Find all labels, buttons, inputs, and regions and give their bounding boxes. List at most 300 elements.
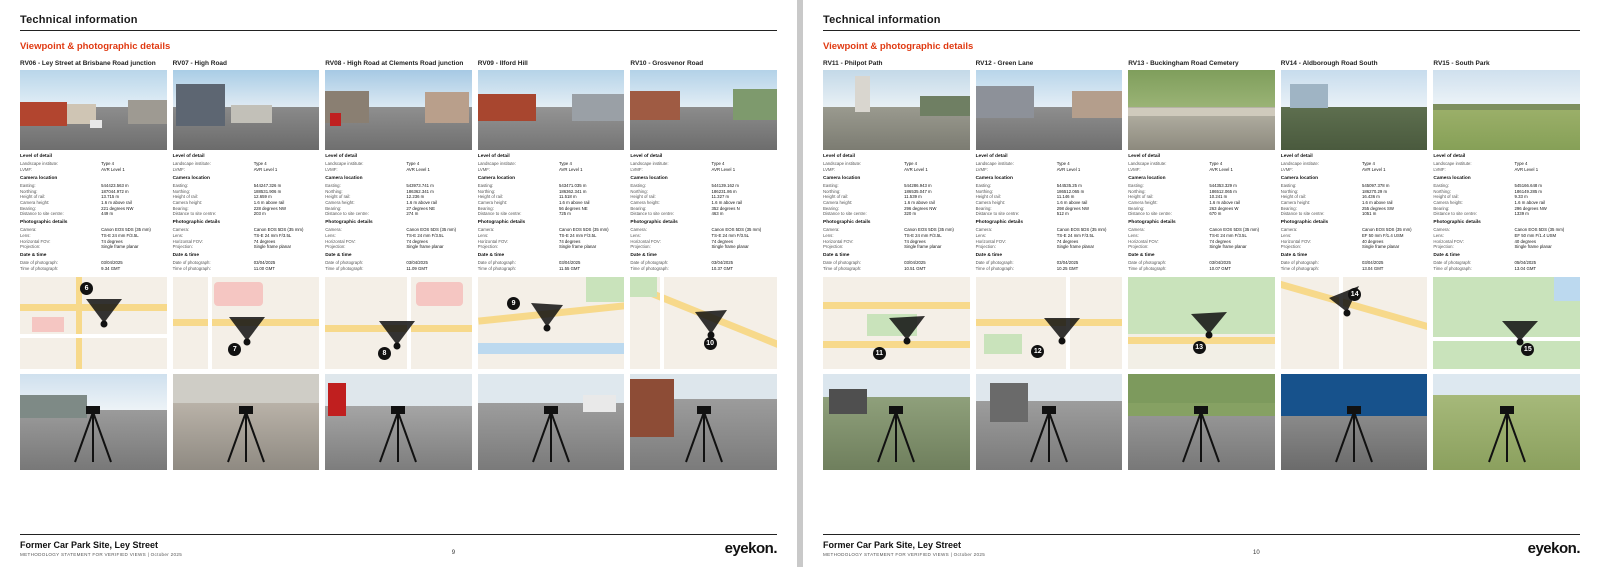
spec-value: TS-E 24 mm F/3.5L — [558, 233, 597, 239]
spec-value: Canon EOS 5DS (35 mm) — [1209, 227, 1260, 233]
spec-value: 188531.906 m — [253, 188, 282, 194]
spec-value: 74 degrees — [253, 238, 276, 244]
spec-label: Lens: — [1280, 233, 1292, 239]
spec-label: Projection: — [975, 244, 996, 250]
spec-heading: Level of detail — [477, 154, 510, 159]
spec-heading: Camera location — [477, 175, 516, 181]
spec-label: Date of photograph: — [20, 260, 58, 266]
spec-value: TS-E 24 mm F/3.5L — [1056, 233, 1095, 239]
spec-label: Bearing: — [1128, 205, 1145, 211]
footer-project-title: Former Car Park Site, Ley Street — [823, 540, 962, 550]
spec-value: Type 4 — [1514, 161, 1528, 167]
spec-label: Distance to site centre: — [477, 211, 522, 217]
spec-value: Canon EOS 5DS (35 mm) — [1361, 227, 1412, 233]
location-map — [173, 277, 320, 369]
spec-value: Type 4 — [406, 161, 420, 167]
spec-heading: Camera location — [172, 175, 210, 181]
site-photo — [823, 374, 970, 470]
spec-heading: Photographic details — [975, 220, 1024, 226]
spec-label: Time of photograph: — [823, 266, 862, 272]
spec-value: 544286.943 m — [904, 183, 932, 188]
spec-label: LVMF: — [823, 167, 836, 172]
spec-value: 13.04 GMT — [1514, 266, 1537, 272]
tripod-icon — [1175, 406, 1227, 464]
viewpoint-specs — [173, 154, 320, 272]
viewpoint-column-rv15 — [1433, 60, 1580, 526]
spec-label: Bearing: — [975, 205, 992, 211]
spec-label: Easting: — [477, 183, 494, 188]
spec-value: 03/04/2025 — [1209, 260, 1231, 266]
spec-value: Type 4 — [1361, 161, 1375, 167]
viewpoint-badge: 6 — [80, 282, 93, 295]
spec-value: 186512.065 m — [1209, 188, 1237, 194]
spec-label: Landscape institute: — [477, 161, 517, 167]
viewpoint-columns — [20, 60, 777, 526]
spec-label: Camera height: — [823, 200, 853, 206]
spec-value: 1.6 m above rail — [711, 200, 743, 206]
spec-value: 11.00 GMT — [253, 266, 275, 272]
spec-label: LVMF: — [975, 167, 988, 172]
viewpoint-photo — [630, 70, 777, 150]
spec-heading: Camera location — [1128, 175, 1166, 181]
spec-value: 10.241 m — [1209, 194, 1228, 200]
spec-label: Bearing: — [172, 205, 189, 211]
spec-label: Date of photograph: — [823, 260, 861, 266]
viewpoint-specs — [325, 154, 472, 272]
spec-label: Landscape institute: — [325, 161, 364, 167]
spec-label: Camera: — [823, 227, 840, 233]
spec-value: Canon EOS 5DS (35 mm) — [1056, 227, 1107, 233]
viewpoint-specs — [630, 154, 777, 272]
viewpoint-badge: 9 — [507, 297, 520, 310]
spec-value: 296 degrees NW — [1514, 205, 1547, 211]
spec-value: 544423.563 m — [101, 183, 129, 188]
spec-value: 74 degrees — [711, 238, 734, 244]
viewpoint-badge: 15 — [1521, 343, 1534, 356]
spec-value: 1051 m — [1361, 211, 1377, 217]
spec-value: 03/04/2025 — [1361, 260, 1384, 266]
spec-value: 298 degrees NW — [1056, 205, 1089, 211]
spec-label: Easting: — [823, 183, 839, 188]
spec-label: Northing: — [325, 188, 343, 194]
spec-value: Canon EOS 5DS (35 mm) — [904, 227, 954, 233]
spec-label: Lens: — [172, 233, 184, 239]
spec-label: Horizontal FOV: — [325, 238, 356, 244]
viewpoint-photo — [325, 70, 472, 150]
spec-label: Projection: — [172, 244, 193, 250]
spec-value: 1.6 m above rail — [1361, 200, 1393, 206]
spec-value: AVR Level 1 — [711, 167, 736, 172]
page-9 — [0, 0, 797, 567]
spec-heading: Date & time — [1280, 253, 1308, 259]
spec-label: Distance to site centre: — [1128, 211, 1172, 217]
spec-label: Lens: — [1128, 233, 1139, 239]
spec-label: Date of photograph: — [325, 260, 364, 266]
spec-value: 10.51 GMT — [904, 266, 926, 272]
spec-label: Camera: — [172, 227, 190, 233]
spec-label: Date of photograph: — [477, 260, 516, 266]
spec-label: LVMF: — [325, 167, 338, 172]
spec-value: 1.6 m above rail — [1209, 200, 1240, 206]
viewpoint-photo — [173, 70, 320, 150]
spec-value: 221 degrees NW — [101, 205, 134, 211]
spec-value: Single frame planar — [711, 244, 749, 250]
spec-label: Camera: — [477, 227, 495, 233]
spec-heading: Level of detail — [630, 154, 663, 159]
spec-label: Date of photograph: — [1433, 260, 1472, 266]
spec-value: AVR Level 1 — [1361, 167, 1386, 172]
spec-label: Northing: — [823, 188, 841, 194]
spec-value: Canon EOS 5DS (35 mm) — [406, 227, 457, 233]
spec-value: 9.34 GMT — [101, 266, 121, 272]
spec-heading: Photographic details — [477, 220, 526, 226]
spec-heading: Level of detail — [1128, 154, 1161, 159]
spec-label: Height of rail: — [20, 194, 46, 200]
spec-value: 40 degrees — [1361, 238, 1384, 244]
spec-value: Type 4 — [1056, 161, 1070, 167]
spec-value: 10.37 GMT — [711, 266, 734, 272]
spec-label: Lens: — [1433, 233, 1444, 239]
spec-value: 9.33 m — [1514, 194, 1528, 200]
spec-value: Single frame planar — [1514, 244, 1552, 250]
viewpoint-column-rv12 — [976, 60, 1123, 526]
spec-label: Time of photograph: — [325, 266, 364, 272]
spec-label: Lens: — [630, 233, 641, 239]
spec-label: Camera: — [1128, 227, 1145, 233]
spec-value: 544353.329 m — [1209, 183, 1237, 188]
spec-value: 13.04 GMT — [1361, 266, 1384, 272]
spec-label: Northing: — [1433, 188, 1451, 194]
spec-heading: Camera location — [1280, 175, 1319, 181]
spec-value: Single frame planar — [558, 244, 597, 250]
site-photo — [976, 374, 1123, 470]
spec-value: 543973.741 m — [406, 183, 434, 188]
viewpoint-photo — [478, 70, 625, 150]
view-cone-icon — [1040, 314, 1084, 358]
spec-value: TS-E 24 mm F/3.5L — [711, 233, 750, 239]
spec-heading: Photographic details — [1128, 220, 1176, 226]
spec-value: 12.659 m — [253, 194, 272, 200]
spec-label: Easting: — [325, 183, 341, 188]
spec-label: Easting: — [172, 183, 189, 188]
spec-label: Horizontal FOV: — [630, 238, 661, 244]
spec-value: 11.55 GMT — [558, 266, 581, 272]
spec-label: Height of rail: — [823, 194, 849, 200]
spec-label: Landscape institute: — [20, 161, 59, 167]
spec-label: Northing: — [172, 188, 191, 194]
spec-heading: Camera location — [975, 175, 1013, 181]
spec-label: Easting: — [975, 183, 992, 188]
spec-label: Landscape institute: — [975, 161, 1014, 167]
viewpoint-badge: 7 — [228, 343, 241, 356]
spec-heading: Photographic details — [630, 220, 678, 226]
spec-heading: Camera location — [823, 175, 861, 181]
spec-value: 186512.065 m — [1056, 188, 1085, 194]
spec-label: Landscape institute: — [1433, 161, 1472, 167]
spec-label: Camera height: — [630, 200, 660, 206]
spec-value: 1.6 m above rail — [1056, 200, 1088, 206]
spec-label: Projection: — [823, 244, 844, 250]
page-header-title: Technical information — [823, 14, 941, 26]
viewpoint-photo — [1128, 70, 1275, 150]
spec-value: 1.6 m above rail — [406, 200, 437, 206]
page-footer — [20, 534, 777, 557]
view-cone-icon — [525, 301, 569, 345]
spec-label: Camera: — [1433, 227, 1450, 233]
spec-label: Camera height: — [975, 200, 1005, 206]
spec-value: 203 m — [253, 211, 266, 217]
spec-label: Projection: — [325, 244, 346, 250]
spec-value: AVR Level 1 — [904, 167, 928, 172]
footer-subtitle: METHODOLOGY STATEMENT FOR VERIFIED VIEWS | October 2025 — [823, 552, 986, 557]
spec-value: EF 50 mm F/1.4 USM — [1361, 233, 1404, 239]
spec-value: Single frame planar — [101, 244, 139, 250]
spec-value: Single frame planar — [406, 244, 444, 250]
spec-label: Bearing: — [630, 205, 647, 211]
tripod-icon — [67, 406, 119, 464]
spec-value: AVR Level 1 — [253, 167, 278, 172]
tripod-icon — [220, 406, 272, 464]
spec-value: AVR Level 1 — [558, 167, 583, 172]
spec-label: Northing: — [630, 188, 648, 194]
spec-value: 13.715 m — [101, 194, 120, 200]
spec-value: 263 degrees W — [1209, 205, 1239, 211]
spec-value: Canon EOS 5DS (35 mm) — [1514, 227, 1565, 233]
spec-label: Northing: — [975, 188, 994, 194]
spec-value: 03/04/2025 — [253, 260, 276, 266]
footer-project-title: Former Car Park Site, Ley Street — [20, 540, 159, 550]
spec-label: Camera: — [20, 227, 37, 233]
spec-label: Height of rail: — [630, 194, 656, 200]
spec-heading: Level of detail — [172, 154, 205, 159]
spec-label: Distance to site centre: — [1280, 211, 1325, 217]
spec-value: 11.146 m — [1056, 194, 1075, 200]
spec-label: Bearing: — [823, 205, 840, 211]
viewpoint-specs — [1281, 154, 1428, 272]
spec-label: Time of photograph: — [1280, 266, 1320, 272]
spec-label: Lens: — [823, 233, 834, 239]
spec-value: 03/04/2025 — [1056, 260, 1079, 266]
spec-value: 03/04/2025 — [558, 260, 581, 266]
viewpoint-title: RV13 - Buckingham Road Cemetery — [1128, 60, 1239, 67]
spec-value: 186149.285 m — [1514, 188, 1543, 194]
spec-label: Horizontal FOV: — [1433, 238, 1464, 244]
viewpoint-title: RV12 - Green Lane — [975, 60, 1034, 67]
spec-heading: Level of detail — [1280, 154, 1313, 159]
viewpoint-specs — [1128, 154, 1275, 272]
spec-value: 03/04/2025 — [406, 260, 428, 266]
spec-value: Type 4 — [253, 161, 267, 167]
spec-label: LVMF: — [477, 167, 491, 172]
spec-value: 187044.972 m — [101, 188, 129, 194]
spec-heading: Photographic details — [172, 220, 221, 226]
spec-value: 544139.162 m — [711, 183, 740, 188]
spec-label: Camera height: — [477, 200, 508, 206]
spec-label: Date of photograph: — [1128, 260, 1167, 266]
spec-label: Lens: — [975, 233, 987, 239]
spec-value: 27 degrees NE — [406, 205, 436, 211]
spec-value: 10.25 GMT — [1056, 266, 1079, 272]
spec-value: 544247.326 m — [253, 183, 282, 188]
site-photo — [173, 374, 320, 470]
viewpoint-column-rv10 — [630, 60, 777, 526]
spec-value: AVR Level 1 — [406, 167, 430, 172]
spec-label: Northing: — [1128, 188, 1146, 194]
viewpoint-photo — [1281, 70, 1428, 150]
spec-label: Date of photograph: — [172, 260, 211, 266]
spec-heading: Photographic details — [20, 220, 68, 226]
spec-value: Type 4 — [558, 161, 572, 167]
spec-value: 40 degrees — [1514, 238, 1537, 244]
spec-label: Horizontal FOV: — [20, 238, 51, 244]
spec-heading: Level of detail — [975, 154, 1008, 159]
viewpoint-column-rv06 — [20, 60, 167, 526]
spec-value: 186535.047 m — [904, 188, 932, 194]
spec-value: 1.6 m above rail — [558, 200, 590, 206]
spec-label: LVMF: — [20, 167, 33, 172]
spec-label: Landscape institute: — [823, 161, 862, 167]
viewpoint-badge: 13 — [1193, 341, 1206, 354]
tripod-icon — [870, 406, 922, 464]
spec-label: Time of photograph: — [20, 266, 59, 272]
spec-label: LVMF: — [172, 167, 185, 172]
spec-label: Northing: — [477, 188, 496, 194]
spec-label: Projection: — [1280, 244, 1302, 250]
spec-value: 296 degrees NW — [904, 205, 937, 211]
spec-value: AVR Level 1 — [101, 167, 125, 172]
spec-label: Horizontal FOV: — [172, 238, 203, 244]
site-photo — [325, 374, 472, 470]
spec-label: Northing: — [1280, 188, 1299, 194]
spec-label: Easting: — [1280, 183, 1297, 188]
viewpoint-column-rv14 — [1281, 60, 1428, 526]
spec-value: Type 4 — [711, 161, 725, 167]
spec-value: TS-E 24 mm F/3.5L — [101, 233, 139, 239]
spec-value: EF 50 mm F/1.4 USM — [1514, 233, 1557, 239]
spec-label: Height of rail: — [1433, 194, 1459, 200]
spec-value: 1.6 m above rail — [904, 200, 935, 206]
viewpoint-photo — [1433, 70, 1580, 150]
spec-label: Bearing: — [1433, 205, 1450, 211]
spec-label: Camera height: — [1280, 200, 1311, 206]
site-photo — [478, 374, 625, 470]
spec-value: Canon EOS 5DS (35 mm) — [558, 227, 609, 233]
spec-label: Projection: — [477, 244, 499, 250]
tripod-icon — [1023, 406, 1075, 464]
tripod-icon — [678, 406, 730, 464]
spec-label: Bearing: — [1280, 205, 1297, 211]
viewpoint-specs — [20, 154, 167, 272]
spec-label: LVMF: — [1433, 167, 1446, 172]
location-map — [478, 277, 625, 369]
spec-label: Distance to site centre: — [975, 211, 1020, 217]
spec-label: Height of rail: — [325, 194, 351, 200]
spec-heading: Camera location — [630, 175, 668, 181]
spec-value: Single frame planar — [253, 244, 292, 250]
spec-label: Projection: — [1128, 244, 1149, 250]
spec-value: AVR Level 1 — [1209, 167, 1233, 172]
tripod-icon — [1328, 406, 1380, 464]
spec-label: Distance to site centre: — [1433, 211, 1478, 217]
spec-label: Time of photograph: — [630, 266, 669, 272]
viewpoint-title: RV11 - Philpot Path — [823, 60, 883, 67]
spec-value: Type 4 — [1209, 161, 1223, 167]
spec-value: 352 degrees N — [711, 205, 740, 211]
spec-label: Distance to site centre: — [172, 211, 217, 217]
viewpoint-title: RV07 - High Road — [172, 60, 228, 67]
spec-value: 10.07 GMT — [1209, 266, 1231, 272]
viewpoint-column-rv08 — [325, 60, 472, 526]
spec-value: 545097.378 m — [1361, 183, 1390, 188]
viewpoint-column-rv07 — [173, 60, 320, 526]
viewpoint-specs — [823, 154, 970, 272]
spec-value: Canon EOS 5DS (35 mm) — [253, 227, 304, 233]
spec-label: Lens: — [325, 233, 336, 239]
viewpoint-title: RV06 - Ley Street at Brisbane Road junction — [20, 60, 156, 67]
site-photo — [20, 374, 167, 470]
eyekon-logo: eyekon. — [724, 540, 777, 557]
spec-heading: Date & time — [975, 253, 1002, 259]
page-number: 9 — [451, 550, 456, 556]
spec-label: Distance to site centre: — [630, 211, 675, 217]
view-cone-icon — [1325, 286, 1369, 330]
spec-value: 228 degrees NW — [253, 205, 286, 211]
site-photo — [1281, 374, 1428, 470]
spec-label: Time of photograph: — [975, 266, 1014, 272]
spec-value: Type 4 — [904, 161, 918, 167]
spec-value: 512 m — [1056, 211, 1069, 217]
viewpoint-title: RV10 - Grosvenor Road — [630, 60, 704, 67]
spec-label: Height of rail: — [1128, 194, 1154, 200]
spec-value: 11.518 m — [558, 194, 577, 200]
spec-heading: Date & time — [1128, 253, 1155, 259]
spec-label: LVMF: — [1128, 167, 1141, 172]
spec-value: 11.09 GMT — [406, 266, 428, 272]
spec-value: 74 degrees — [904, 238, 926, 244]
spec-value: 1.6 m above rail — [253, 200, 285, 206]
section-title: Viewpoint & photographic details — [823, 41, 974, 52]
spec-label: Height of rail: — [172, 194, 198, 200]
spec-heading: Camera location — [20, 175, 58, 181]
spec-label: Camera height: — [172, 200, 202, 206]
viewpoint-title: RV08 - High Road at Clements Road junction — [325, 60, 464, 67]
spec-heading: Photographic details — [1433, 220, 1481, 226]
viewpoint-badge: 12 — [1031, 345, 1044, 358]
spec-label: Camera height: — [20, 200, 50, 206]
site-photo — [1128, 374, 1275, 470]
spec-value: 16.436 m — [1361, 194, 1380, 200]
spec-label: Horizontal FOV: — [975, 238, 1006, 244]
spec-value: 543471.035 m — [558, 183, 587, 188]
spec-label: Projection: — [630, 244, 651, 250]
spec-value: 186362.341 m — [558, 188, 587, 194]
spec-label: Lens: — [477, 233, 489, 239]
viewpoint-specs — [478, 154, 625, 272]
spec-heading: Date & time — [823, 253, 850, 259]
location-map — [976, 277, 1123, 369]
spec-value: 1.6 m above rail — [1514, 200, 1546, 206]
spec-value: Single frame planar — [904, 244, 942, 250]
spec-heading: Date & time — [325, 253, 352, 259]
spec-label: Time of photograph: — [1128, 266, 1167, 272]
spec-value: Single frame planar — [1056, 244, 1095, 250]
spec-label: Camera height: — [1433, 200, 1463, 206]
spec-value: 670 m — [1209, 211, 1222, 217]
view-cone-icon — [1498, 315, 1542, 359]
page-10 — [803, 0, 1600, 567]
spec-label: Landscape institute: — [1128, 161, 1167, 167]
page-number: 10 — [1253, 550, 1260, 556]
